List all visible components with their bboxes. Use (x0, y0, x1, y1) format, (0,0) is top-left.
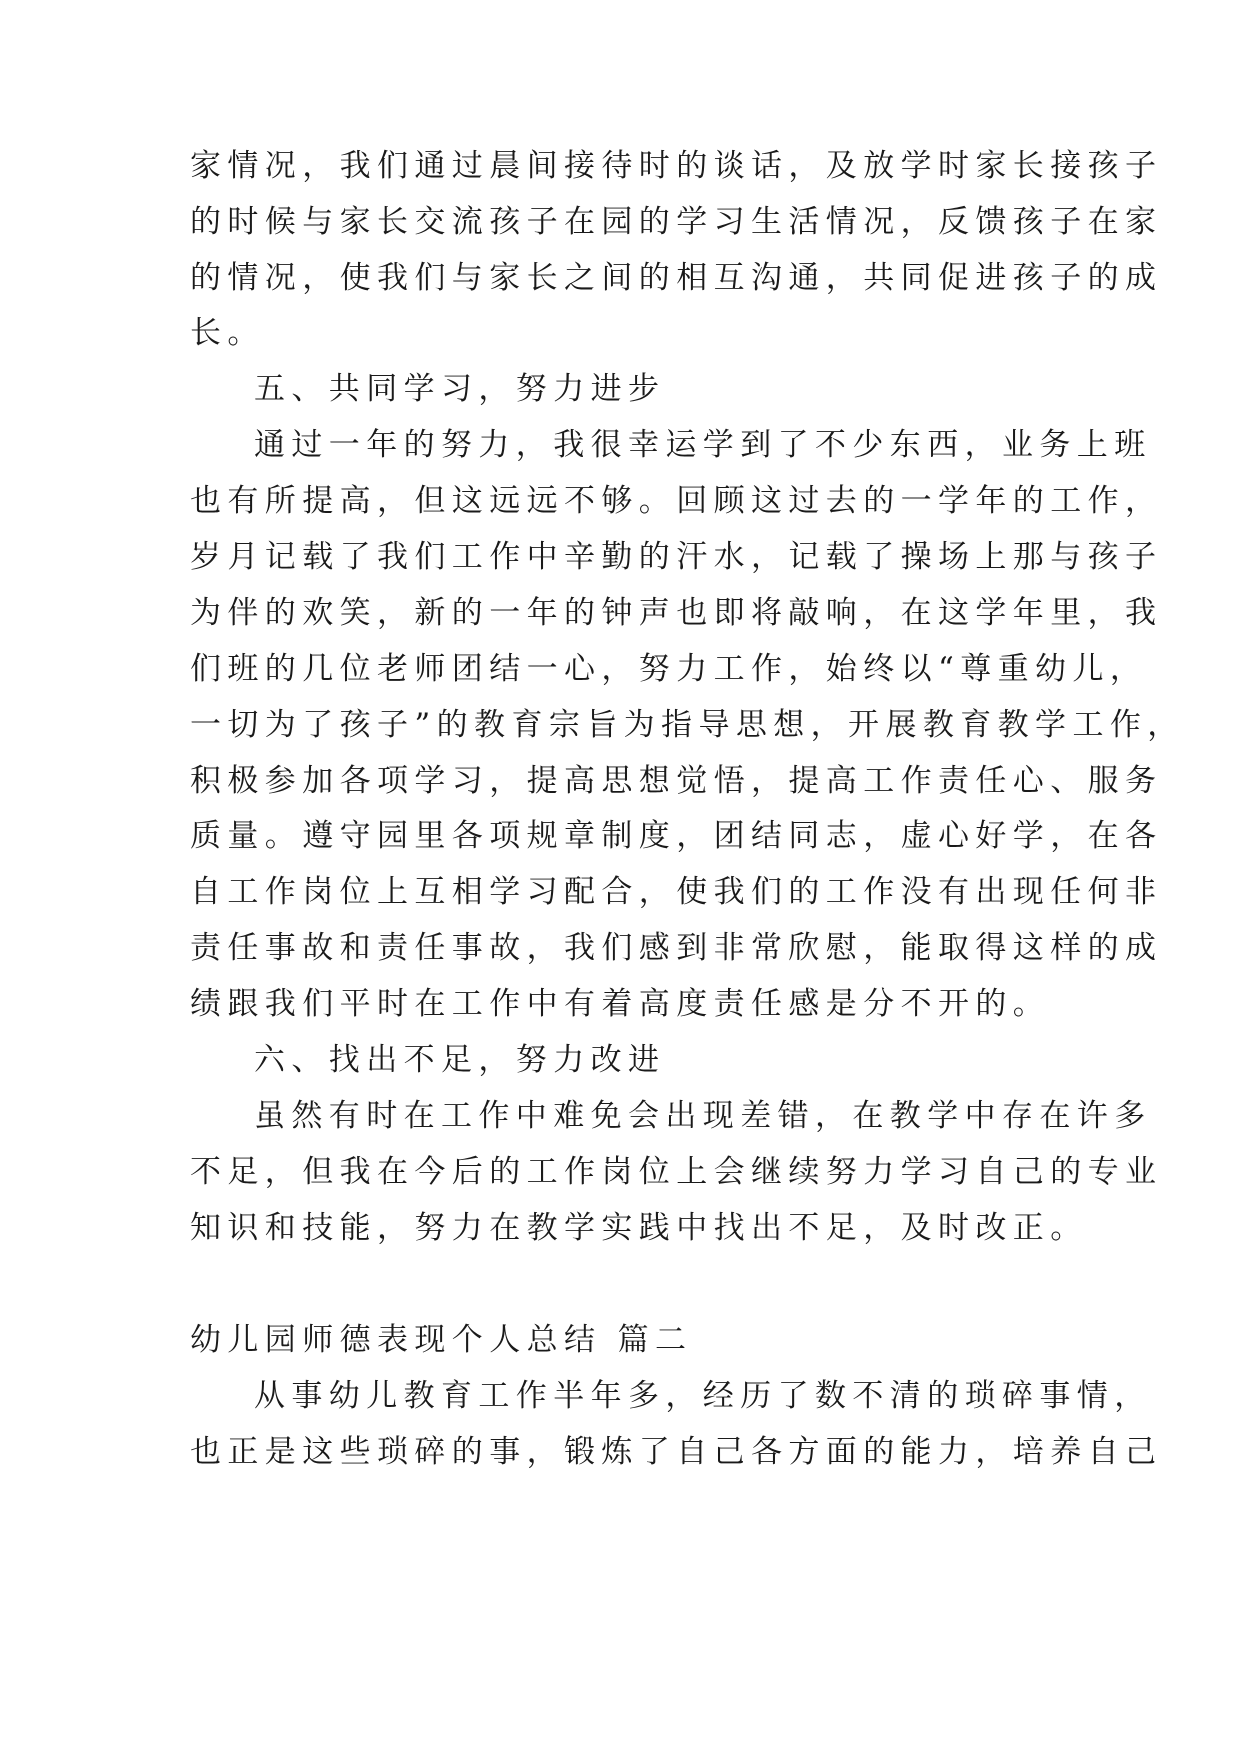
paragraph-line: 从事幼儿教育工作半年多，经历了数不清的琐碎事情， (254, 1378, 1152, 1414)
paragraph-line: 的情况，使我们与家长之间的相互沟通，共同促进孩子的成 (190, 260, 1163, 296)
paragraph-line: 们班的几位老师团结一心，努力工作，始终以“尊重幼儿， (190, 651, 1148, 687)
paragraph-line: 也有所提高，但这远远不够。回顾这过去的一学年的工作， (190, 483, 1163, 519)
paragraph-line: 为伴的欢笑，新的一年的钟声也即将敲响，在这学年里，我 (190, 595, 1163, 631)
section-heading: 六、找出不足，努力改进 (254, 1042, 666, 1078)
paragraph-line: 长。 (190, 315, 265, 351)
paragraph-line: 一切为了孩子”的教育宗旨为指导思想，开展教育教学工作， (190, 707, 1185, 743)
paragraph-line: 也正是这些琐碎的事，锻炼了自己各方面的能力，培养自己 (190, 1434, 1163, 1470)
paragraph-line: 家情况，我们通过晨间接待时的谈话，及放学时家长接孩子 (190, 148, 1163, 184)
paragraph-line: 的时候与家长交流孩子在园的学习生活情况，反馈孩子在家 (190, 204, 1163, 240)
paragraph-line: 虽然有时在工作中难免会出现差错，在教学中存在许多 (254, 1098, 1152, 1134)
paragraph-line: 绩跟我们平时在工作中有着高度责任感是分不开的。 (190, 986, 1051, 1022)
paragraph-line: 责任事故和责任事故，我们感到非常欣慰，能取得这样的成 (190, 930, 1163, 966)
paragraph-line: 积极参加各项学习，提高思想觉悟，提高工作责任心、服务 (190, 763, 1163, 799)
paragraph-line: 通过一年的努力，我很幸运学到了不少东西，业务上班 (254, 427, 1152, 463)
paragraph-line: 岁月记载了我们工作中辛勤的汗水，记载了操场上那与孩子 (190, 539, 1163, 575)
paragraph-line: 知识和技能，努力在教学实践中找出不足，及时改正。 (190, 1210, 1088, 1246)
paragraph-line: 不足，但我在今后的工作岗位上会继续努力学习自己的专业 (190, 1154, 1163, 1190)
article-title: 幼儿园师德表现个人总结 篇二 (190, 1322, 693, 1358)
paragraph-line: 自工作岗位上互相学习配合，使我们的工作没有出现任何非 (190, 874, 1163, 910)
section-heading: 五、共同学习，努力进步 (254, 371, 666, 407)
paragraph-line: 质量。遵守园里各项规章制度，团结同志，虚心好学，在各 (190, 818, 1163, 854)
